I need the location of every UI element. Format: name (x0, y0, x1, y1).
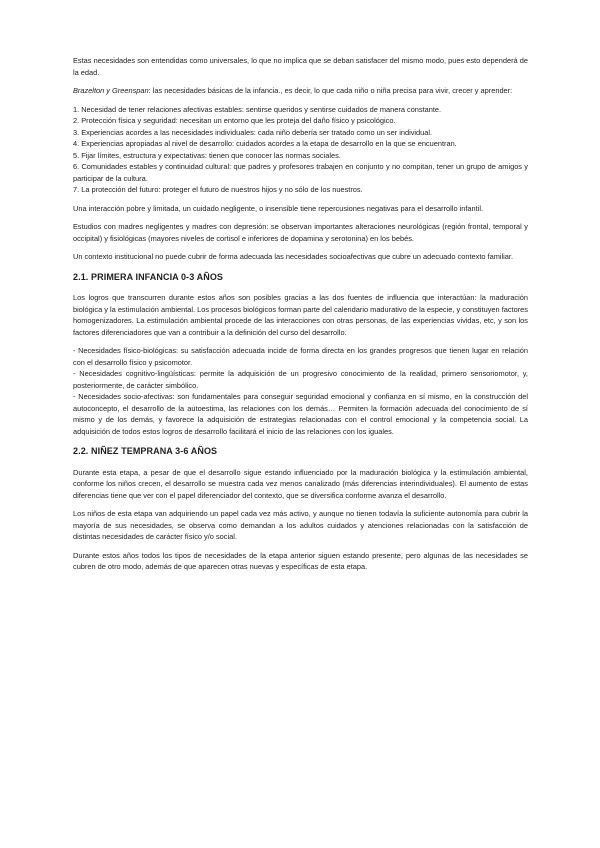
paragraph-contexto: Un contexto institucional no puede cubrir de forma adecuada las necesidades socioafectivas que cubre un adecuado contexto familiar. (73, 252, 514, 261)
citation-text: : las necesidades básicas de la infancia., es decir, lo que cada niño o niña precisa para vivir, crecer y aprender: (148, 86, 513, 95)
needs-dash-list (73, 345, 528, 437)
paragraph-todos: Durante estos años todos los tipos de necesidades de la etapa anterior siguen estando presente, pero algunas de las necesidades se cubren de otro modo, además de que aparecen otras nuevas y específicas de esta etapa. (73, 550, 528, 571)
paragraph-estudios: Estudios con madres negligentes y madres con depresión: se observan importantes alteraciones neurológicas (región frontal, temporal y occipital) y fisiológicas (mayores niveles de cortisol e inferiores de dopamina y serotonina) en los bebés. (73, 222, 528, 243)
paragraph-interaccion: Una interacción pobre y limitada, un cuidado negligente, o insensible tiene repercusiones negativas para el desarrollo infantil. (73, 203, 484, 213)
list-item: 7. La protección del futuro: proteger el futuro de nuestros hijos y no sólo de los nuestros. (73, 185, 363, 194)
document-page (73, 55, 528, 580)
paragraph-ninos: Los niños de esta etapa van adquiriendo un papel cada vez más activo, y aunque no tienen todavía la suficiente autonomía para cubrir la mayoría de sus necesidades, se observa como demandan a los adultos cuidados y atenciones relacionadas con la satisfacción de distintas necesidades de carácter físico y/o social. (73, 509, 528, 541)
paragraph-logros: Los logros que transcurren durante estos años son posibles gracias a las dos fuentes de influencia que interactúan: la maduración biológica y la estimulación ambiental. Los procesos biológicos forman parte del calendario madurativo de la especie, y constituyen factores homogenizadores. La estimulación ambiental procede de las interacciones con otras personas, de las experiencias vividas, etc, y son los factores diferenciadores que van a contribuir a la definición del curso del desarrollo. (73, 293, 528, 337)
needs-list (73, 104, 528, 196)
section-heading-ninez-temprana: 2.2. NIÑEZ TEMPRANA 3-6 AÑOS (73, 446, 218, 456)
list-item: 6. Comunidades estables y continuidad cultural: que padres y profesores trabajen en conjunto y no compitan, tener un grupo de amigos y participar de la cultura. (73, 162, 528, 183)
list-item: 2. Protección física y seguridad: necesitan un entorno que les proteja del daño físico y psicológico. (73, 116, 396, 125)
list-item: - Necesidades cognitivo-lingüísticas: permite la adquisición de un progresivo conocimiento de la realidad, primero sensoriomotor, y, posteriormente, de carácter simbólico. (73, 369, 528, 390)
list-item: 1. Necesidad de tener relaciones afectivas estables: sentirse queridos y sentirse cuidados de manera constante. (73, 104, 442, 114)
spacer (73, 97, 528, 104)
paragraph-intro: Estas necesidades son entendidas como universales, lo que no implica que se deban satisfacer del mismo modo, pues esto dependerá de la edad. (73, 56, 528, 77)
paragraph-brazelton (73, 85, 528, 97)
section-heading-primera-infancia: 2.1. PRIMERA INFANCIA 0-3 AÑOS (73, 271, 224, 282)
list-item: - Necesidades físico-biológicas: su satisfacción adecuada incide de forma directa en los grandes progresos que tienen lugar en relación con el desarrollo físico y psicomotor. (73, 346, 528, 367)
list-item: - Necesidades socio-afectivas: son fundamentales para conseguir seguridad emocional y confianza en sí mismo, en la construcción del autoconcepto, el desarrollo de la autoestima, las relaciones con los demás… Permiten la formación adecuada del conocimiento de sí mismo y de los demás, y favorece la adquisición de estrategias relacionadas con el control emocional y la competencia social. La adquisición de todos estos logros de desarrollo facilitará el inicio de las relaciones con los iguales. (73, 392, 528, 436)
paragraph-durante: Durante esta etapa, a pesar de que el desarrollo sigue estando influenciado por la maduración biológica y la estimulación ambiental, conforme los niños crecen, el desarrollo se muestra cada vez menos canalizado (más diferencias interindividuales). El aumento de estas diferencias tiene que ver con el papel diferenciador del contexto, que se diversifica conforme avanza el desarrollo. (73, 467, 528, 500)
author-citation: Brazelton y Greenspan (73, 86, 149, 95)
list-item: 3. Experiencias acordes a las necesidades individuales: cada niño debería ser tratado como un ser individual. (73, 127, 433, 137)
list-item: 5. Fijar límites, estructura y expectativas: tienen que conocer las normas sociales. (73, 150, 341, 160)
list-item: 4. Experiencias apropiadas al nivel de desarrollo: cuidados acordes a la etapa de desarrollo en la que se encuentran. (73, 139, 457, 148)
